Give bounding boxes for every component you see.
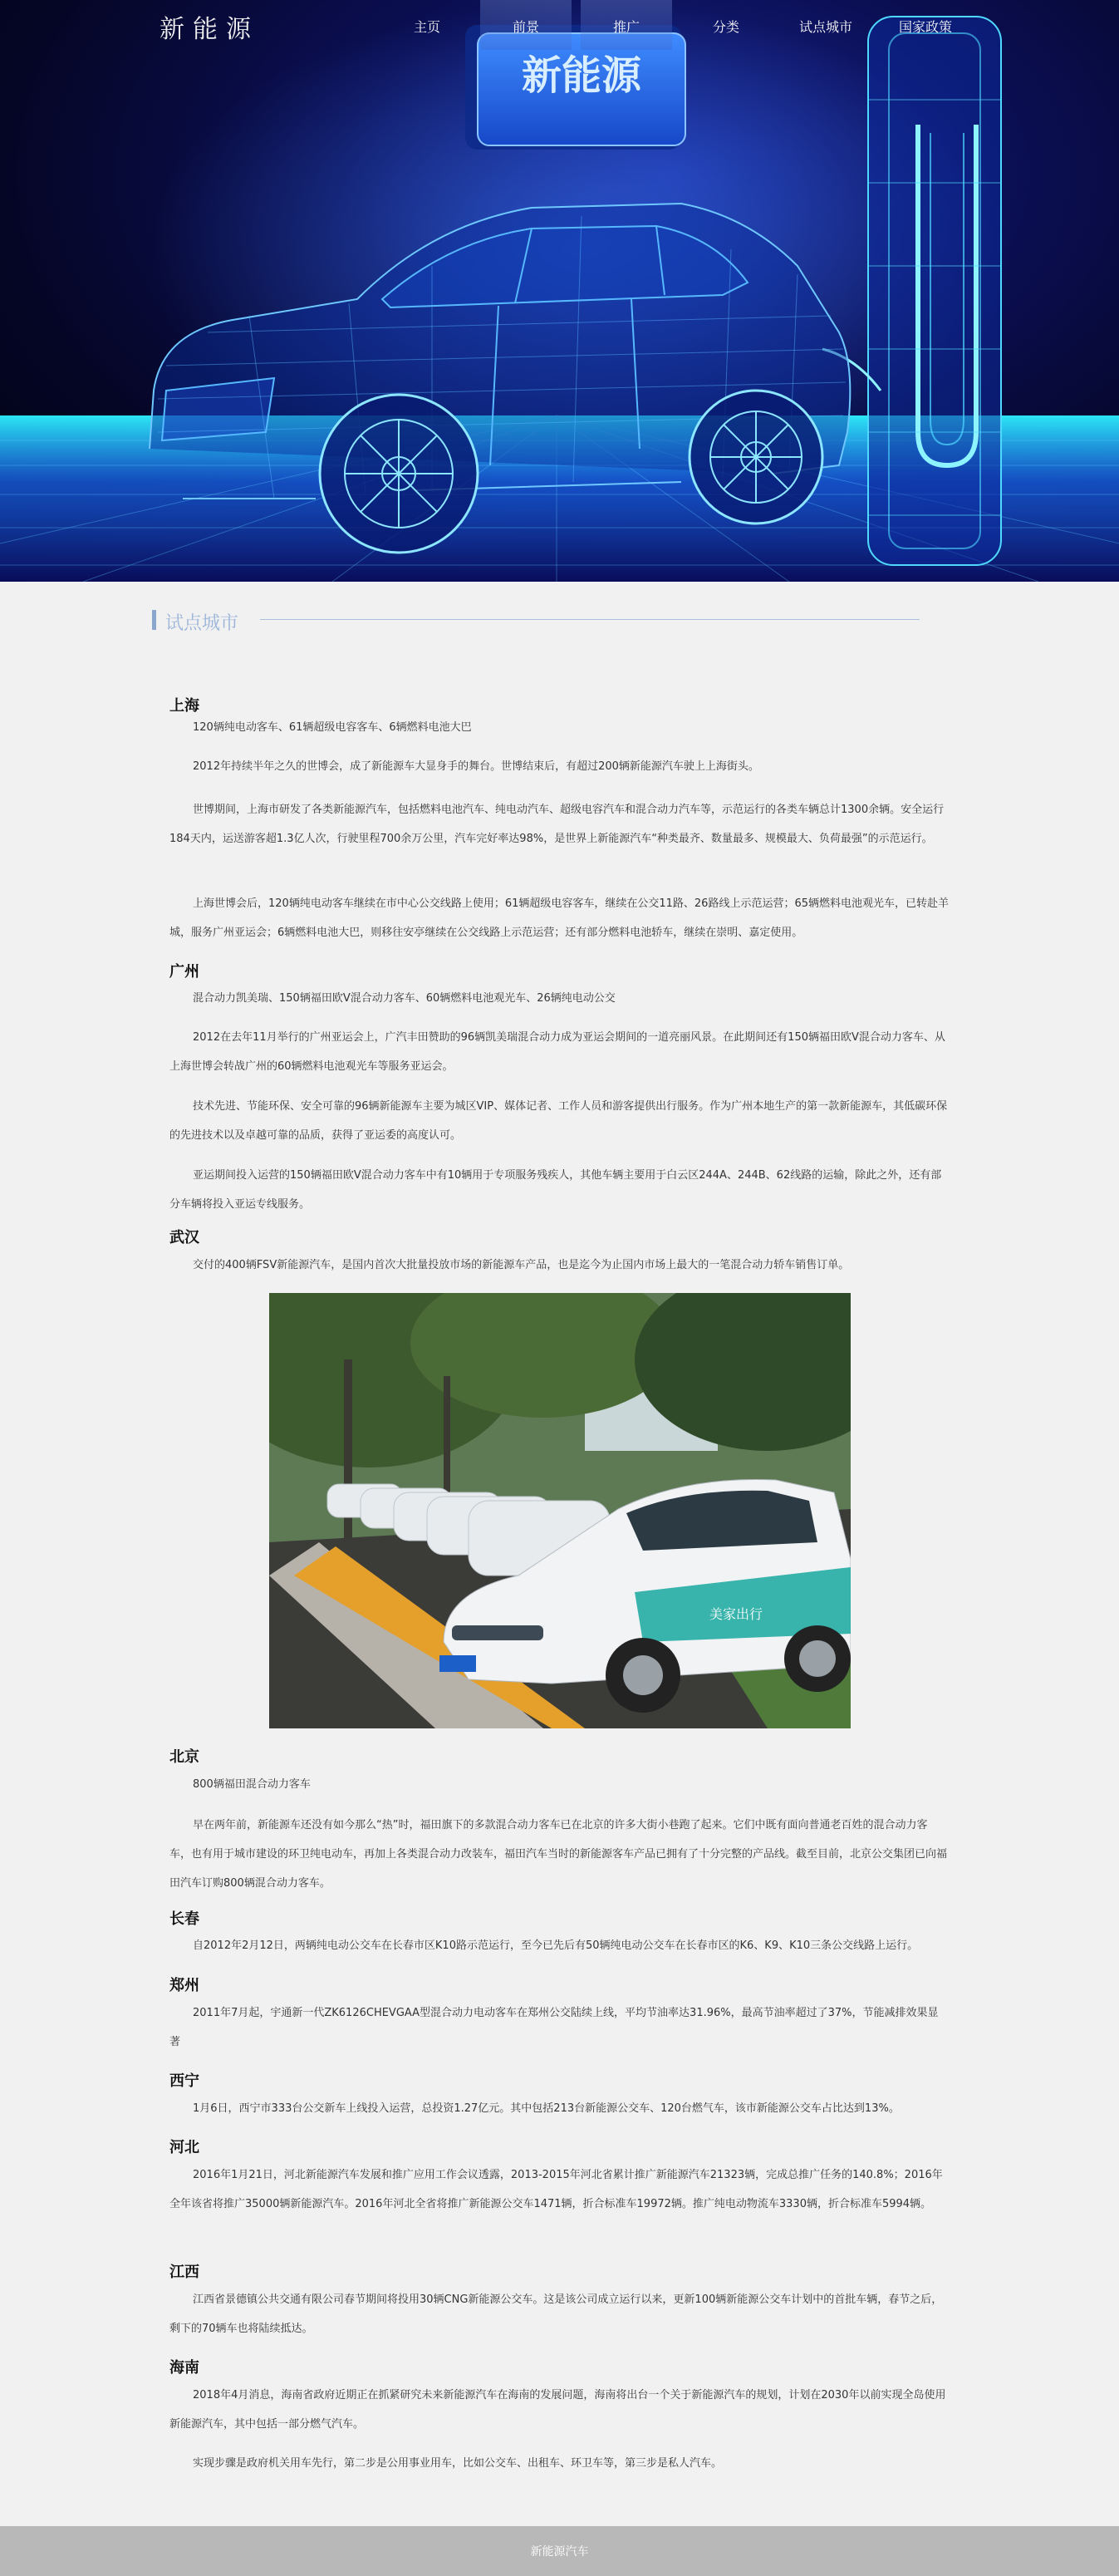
city-heading-guangzhou: 广州	[169, 963, 199, 981]
section-accent-bar	[152, 610, 156, 630]
charging-station	[868, 17, 1001, 565]
city-heading-shanghai: 上海	[169, 697, 199, 715]
city-paragraph: 江西省景德镇公共交通有限公司春节期间将投用30辆CNG新能源公交车。这是该公司成立运行以来，更新100辆新能源公交车计划中的首批车辆，春节之后，剩下的70辆车也将陆续抵达。	[169, 2293, 943, 2335]
city-paragraph: 亚运期间投入运营的150辆福田欧V混合动力客车中有10辆用于专项服务残疾人，其他车辆主要用于白云区244A、244B、62线路的运输，除此之外，还有部分车辆将投入亚运专线服务。	[169, 1169, 942, 1211]
page-footer	[0, 2526, 1119, 2576]
svg-text:新能源: 新能源	[521, 52, 642, 99]
city-paragraph: 世博期间，上海市研发了各类新能源汽车，包括燃料电池汽车、纯电动汽车、超级电容汽车和混合动力汽车等，示范运行的各类车辆总计1300余辆。安全运行184天内，运送游客超1.3亿人次，行驶里程700余万公里，汽车完好率达98%，是世界上新能源汽车“种类最齐、数量最多、规模最大、负荷最强”的示范运行。	[169, 804, 945, 845]
nav-item-pilot-cities[interactable]: 试点城市	[798, 19, 852, 35]
city-paragraph: 实现步骤是政府机关用车先行，第二步是公用事业用车，比如公交车、出租车、环卫车等，第三步是私人汽车。	[193, 2457, 723, 2470]
city-paragraph: 800辆福田混合动力客车	[193, 1778, 311, 1791]
city-paragraph: 2011年7月起，宇通新一代ZK6126CHEVGAA型混合动力电动客车在郑州公交陆续上线，平均节油率达31.96%，最高节油率超过了37%，节能减排效果显著	[169, 2007, 939, 2048]
city-paragraph: 120辆纯电动客车、61辆超级电容客车、6辆燃料电池大巴	[193, 721, 472, 734]
city-heading-changchun: 长春	[169, 1910, 199, 1928]
hero-illustration	[0, 0, 1119, 582]
nav-item-prospect[interactable]: 前景	[480, 0, 572, 50]
city-paragraph: 1月6日，西宁市333台公交新车上线投入运营，总投资1.27亿元。其中包括213台新能源公交车、120台燃气车，该市新能源公交车占比达到13%。	[193, 2102, 900, 2115]
city-heading-wuhan: 武汉	[169, 1229, 199, 1246]
nav-item-policy[interactable]: 国家政策	[898, 19, 952, 35]
nav-item-promotion[interactable]: 推广	[581, 0, 672, 50]
svg-text:美家出行: 美家出行	[709, 1606, 763, 1622]
nav-item-category[interactable]: 分类	[712, 19, 739, 35]
nav-item-home[interactable]: 主页	[413, 19, 440, 35]
city-paragraph: 技术先进、节能环保、安全可靠的96辆新能源车主要为城区VIP、媒体记者、工作人员和游客提供出行服务。作为广州本地生产的第一款新能源车，其低碳环保的先进技术以及卓越可靠的品质，获得了亚运委的高度认可。	[169, 1100, 948, 1142]
city-paragraph: 2016年1月21日，河北新能源汽车发展和推广应用工作会议透露，2013-2015年河北省累计推广新能源汽车21323辆，完成总推广任务的140.8%；2016年全年该省将推广35000辆新能源汽车。2016年河北全省将推广新能源公交车1471辆，折合标准车19972辆。推广纯电动物流车3330辆，折合标准车5994辆。	[169, 2169, 943, 2210]
city-paragraph: 上海世博会后，120辆纯电动客车继续在市中心公交线路上使用；61辆超级电容客车，继续在公交11路、26路线上示范运营；65辆燃料电池观光车，已转赴羊城，服务广州亚运会；6辆燃料电池大巴，则移往安亭继续在公交线路上示范运营；还有部分燃料电池轿车，继续在崇明、嘉定使用。	[169, 897, 949, 939]
electric-taxi-photo	[269, 1293, 851, 1728]
section-divider	[260, 619, 920, 620]
section-header	[152, 607, 920, 632]
city-paragraph: 交付的400辆FSV新能源汽车，是国内首次大批量投放市场的新能源车产品，也是迄今为止国内市场上最大的一笔混合动力轿车销售订单。	[193, 1259, 850, 1271]
city-heading-jiangxi: 江西	[169, 2264, 199, 2281]
city-heading-xining: 西宁	[169, 2072, 199, 2090]
city-heading-hebei: 河北	[169, 2139, 199, 2156]
city-paragraph: 2018年4月消息，海南省政府近期正在抓紧研究未来新能源汽车在海南的发展问题，海南将出台一个关于新能源汽车的规划，计划在2030年以前实现全岛使用新能源汽车，其中包括一部分燃气汽车。	[169, 2389, 946, 2431]
city-paragraph: 早在两年前，新能源车还没有如今那么“热”时，福田旗下的多款混合动力客车已在北京的许多大街小巷跑了起来。它们中既有面向普通老百姓的混合动力客车，也有用于城市建设的环卫纯电动车，再加上各类混合动力改装车，福田汽车当时的新能源客车产品已拥有了十分完整的产品线。截至目前，北京公交集团已向福田汽车订购800辆混合动力客车。	[169, 1819, 948, 1890]
city-heading-zhengzhou: 郑州	[169, 1977, 199, 1994]
section-title: 试点城市	[165, 613, 239, 634]
top-nav	[0, 0, 1119, 50]
city-paragraph: 2012年持续半年之久的世博会，成了新能源车大显身手的舞台。世博结束后，有超过200辆新能源汽车驶上上海街头。	[193, 760, 759, 773]
photo-illustration	[269, 1293, 851, 1728]
footer-text: 新能源汽车	[530, 2545, 589, 2559]
city-paragraph: 2012在去年11月举行的广州亚运会上，广汽丰田赞助的96辆凯美瑞混合动力成为亚运会期间的一道亮丽风景。在此期间还有150辆福田欧V混合动力客车、从上海世博会转战广州的60辆燃料电池观光车等服务亚运会。	[169, 1031, 945, 1073]
city-paragraph: 自2012年2月12日，两辆纯电动公交车在长春市区K10路示范运行，至今已先后有50辆纯电动公交车在长春市区的K6、K9、K10三条公交线路上运行。	[193, 1939, 919, 1952]
city-heading-hainan: 海南	[169, 2359, 199, 2377]
hero-banner	[0, 0, 1119, 582]
city-heading-beijing: 北京	[169, 1748, 199, 1766]
site-logo[interactable]: 新能源	[160, 15, 259, 44]
city-paragraph: 混合动力凯美瑞、150辆福田欧V混合动力客车、60辆燃料电池观光车、26辆纯电动公交	[193, 992, 616, 1005]
